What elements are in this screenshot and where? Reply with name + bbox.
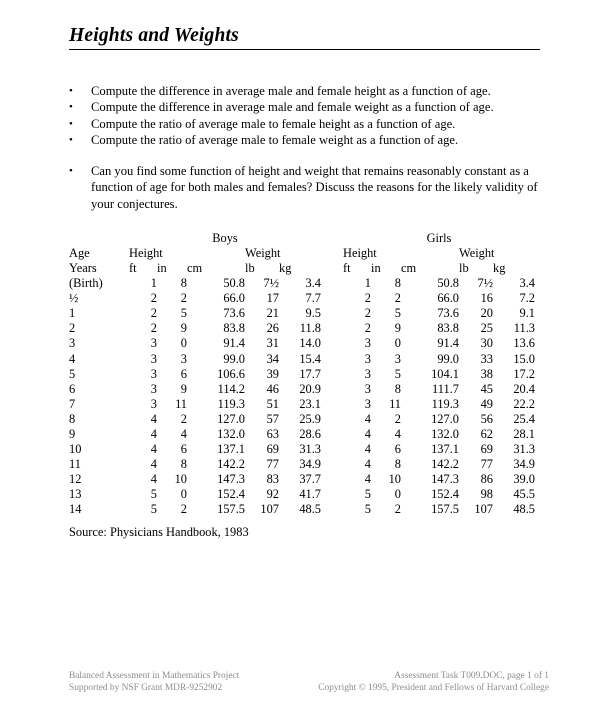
cell-girls-cm: 99.0 (437, 351, 459, 366)
cell-boys-cm: 119.3 (217, 396, 245, 411)
cell-boys-lb: 31 (266, 336, 279, 351)
cell-girls-kg: 22.2 (513, 396, 535, 411)
cell-girls-lb: 25 (480, 321, 493, 336)
cell-girls-kg: 20.4 (513, 381, 535, 396)
cell-boys-lb: 21 (266, 306, 279, 321)
spacer-cell (321, 306, 343, 321)
cell-boys-lb: 83 (266, 471, 279, 486)
cell-girls-ft: 3 (364, 336, 371, 351)
spacer-cell (321, 276, 343, 291)
cell-age: 9 (69, 426, 76, 441)
cell-boys-ft: 4 (150, 411, 157, 426)
cell-girls-cm: 119.3 (431, 396, 459, 411)
cell-boys-ft: 2 (150, 321, 157, 336)
cell-girls-lb: 45 (480, 381, 493, 396)
table-unit-header-row (69, 261, 535, 276)
cell-boys-lb: 46 (266, 381, 279, 396)
cell-girls-cm: 157.5 (431, 501, 459, 516)
spacer-cell (321, 246, 343, 261)
spacer-cell (321, 487, 343, 502)
cell-boys-cm: 152.4 (217, 486, 245, 501)
spacer-cell (321, 397, 343, 412)
cell-girls-kg: 45.5 (513, 486, 535, 501)
table-group-header-row (69, 231, 535, 246)
cell-girls-in: 8 (394, 456, 401, 471)
cell-girls-ft: 3 (364, 366, 371, 381)
cell-boys-ft: 4 (150, 426, 157, 441)
cell-girls-lb: 7½ (477, 276, 493, 291)
cell-girls-kg: 48.5 (513, 501, 535, 516)
unit-boys-in: in (157, 261, 167, 276)
cell-boys-kg: 23.1 (299, 396, 321, 411)
cell-boys-cm: 137.1 (217, 441, 245, 456)
spacer-cell (321, 321, 343, 336)
table-row (69, 382, 535, 397)
cell-girls-in: 5 (394, 366, 401, 381)
table-row (69, 412, 535, 427)
unit-boys-kg: kg (279, 261, 292, 276)
cell-girls-ft: 2 (364, 291, 371, 306)
spacer-cell (321, 427, 343, 442)
cell-boys-in: 9 (180, 381, 187, 396)
footer-copyright-line: Copyright © 1995, President and Fellows of Harvard College (318, 682, 549, 693)
cell-boys-in: 5 (180, 306, 187, 321)
unit-girls-cm: cm (401, 261, 417, 276)
cell-age: 6 (69, 381, 76, 396)
cell-boys-cm: 114.2 (217, 381, 245, 396)
cell-girls-kg: 7.2 (519, 291, 535, 306)
cell-boys-kg: 25.9 (299, 411, 321, 426)
cell-girls-lb: 107 (474, 501, 493, 516)
table-row (69, 306, 535, 321)
footer-project-line: Balanced Assessment in Mathematics Project (69, 671, 240, 681)
cell-boys-in: 10 (174, 471, 187, 486)
cell-boys-kg: 17.7 (299, 366, 321, 381)
cell-girls-ft: 1 (364, 276, 371, 291)
cell-boys-in: 2 (180, 291, 187, 306)
cell-girls-kg: 3.4 (519, 276, 535, 291)
cell-boys-lb: 7½ (263, 276, 279, 291)
table-section-header-row (69, 246, 535, 261)
cell-boys-kg: 31.3 (299, 441, 321, 456)
spacer-cell (321, 472, 343, 487)
heights-weights-table (69, 231, 549, 517)
footer-left (69, 671, 239, 694)
table-row (69, 427, 535, 442)
cell-girls-kg: 31.3 (513, 441, 535, 456)
bullet-icon: • (69, 164, 73, 177)
cell-boys-cm: 99.0 (223, 351, 245, 366)
table-row (69, 397, 535, 412)
cell-girls-ft: 5 (364, 501, 371, 516)
table-row (69, 472, 535, 487)
cell-girls-cm: 83.8 (437, 321, 459, 336)
cell-boys-kg: 34.9 (299, 456, 321, 471)
cell-boys-lb: 77 (266, 456, 279, 471)
cell-girls-in: 8 (394, 276, 401, 291)
cell-boys-ft: 3 (150, 396, 157, 411)
cell-boys-lb: 92 (266, 486, 279, 501)
list-item-label: Compute the difference in average male and female weight as a function of age. (91, 100, 494, 115)
title-divider (69, 49, 540, 50)
cell-boys-ft: 3 (150, 336, 157, 351)
cell-boys-kg: 48.5 (299, 501, 321, 516)
cell-girls-ft: 4 (364, 426, 371, 441)
cell-girls-kg: 25.4 (513, 411, 535, 426)
question-text: Can you find some function of height and weight that remains reasonably constant as a function of age for both males and females? Discuss the reasons for the likely validity of your conjectures. (91, 163, 538, 211)
cell-age: 7 (69, 396, 76, 411)
cell-boys-cm: 147.3 (217, 471, 245, 486)
cell-girls-lb: 30 (480, 336, 493, 351)
cell-boys-kg: 3.4 (305, 276, 321, 291)
header-age: Age (69, 246, 90, 261)
cell-girls-cm: 50.8 (437, 276, 459, 291)
table-row (69, 321, 535, 336)
cell-boys-lb: 17 (266, 291, 279, 306)
table-header-group (69, 231, 535, 276)
cell-boys-ft: 4 (150, 456, 157, 471)
cell-boys-kg: 7.7 (305, 291, 321, 306)
cell-boys-cm: 132.0 (217, 426, 245, 441)
cell-girls-cm: 132.0 (431, 426, 459, 441)
list-item-label: Compute the difference in average male and female height as a function of age. (91, 84, 491, 98)
spacer-cell (321, 352, 343, 367)
cell-girls-in: 11 (389, 396, 401, 411)
cell-boys-kg: 20.9 (299, 381, 321, 396)
cell-boys-ft: 3 (150, 351, 157, 366)
cell-boys-ft: 4 (150, 441, 157, 456)
cell-girls-kg: 39.0 (513, 471, 535, 486)
unit-girls-ft: ft (343, 261, 351, 276)
cell-boys-lb: 107 (260, 501, 279, 516)
cell-girls-cm: 152.4 (431, 486, 459, 501)
cell-age: 4 (69, 351, 76, 366)
list-item-question (69, 163, 547, 213)
cell-age: 1 (69, 306, 76, 321)
cell-boys-cm: 83.8 (223, 321, 245, 336)
cell-girls-ft: 3 (364, 381, 371, 396)
cell-girls-ft: 3 (364, 396, 371, 411)
cell-girls-in: 9 (394, 321, 401, 336)
cell-boys-in: 4 (180, 426, 187, 441)
bullet-icon: • (69, 85, 73, 97)
cell-girls-lb: 38 (480, 366, 493, 381)
cell-girls-kg: 34.9 (513, 456, 535, 471)
cell-boys-in: 2 (180, 411, 187, 426)
cell-boys-ft: 3 (150, 381, 157, 396)
cell-boys-lb: 39 (266, 366, 279, 381)
cell-boys-in: 2 (180, 501, 187, 516)
cell-girls-kg: 28.1 (513, 426, 535, 441)
cell-boys-cm: 66.0 (223, 291, 245, 306)
cell-boys-in: 8 (180, 276, 187, 291)
cell-boys-cm: 142.2 (217, 456, 245, 471)
cell-boys-in: 8 (180, 456, 187, 471)
cell-boys-ft: 5 (150, 486, 157, 501)
cell-boys-cm: 73.6 (223, 306, 245, 321)
list-item (69, 132, 547, 148)
cell-girls-kg: 13.6 (513, 336, 535, 351)
cell-girls-ft: 2 (364, 306, 371, 321)
cell-age: 3 (69, 336, 76, 351)
table-row (69, 367, 535, 382)
bullet-icon: • (69, 134, 73, 147)
cell-girls-kg: 11.3 (513, 321, 535, 336)
cell-girls-in: 10 (388, 471, 401, 486)
cell-girls-lb: 98 (480, 486, 493, 501)
cell-age: 12 (69, 471, 82, 486)
cell-girls-lb: 33 (480, 351, 493, 366)
cell-boys-kg: 11.8 (299, 321, 321, 336)
cell-age: 2 (69, 321, 76, 336)
cell-age: (Birth) (69, 276, 103, 291)
cell-boys-in: 0 (180, 486, 187, 501)
cell-girls-cm: 111.7 (432, 381, 459, 396)
cell-boys-lb: 34 (266, 351, 279, 366)
footer-task-line: Assessment Task T009.DOC, page 1 of 1 (394, 671, 549, 681)
cell-girls-lb: 16 (480, 291, 493, 306)
cell-girls-cm: 91.4 (437, 336, 459, 351)
list-item (69, 83, 547, 99)
unit-boys-ft: ft (129, 261, 137, 276)
cell-girls-kg: 9.1 (519, 306, 535, 321)
spacer-cell (321, 291, 343, 306)
cell-boys-lb: 63 (266, 426, 279, 441)
cell-boys-cm: 106.6 (217, 366, 245, 381)
cell-boys-kg: 15.4 (299, 351, 321, 366)
spacer-cell (321, 336, 343, 351)
cell-boys-cm: 127.0 (217, 411, 245, 426)
unit-girls-in: in (371, 261, 381, 276)
unit-boys-lb: lb (245, 261, 255, 276)
cell-girls-lb: 56 (480, 411, 493, 426)
table-row (69, 276, 535, 291)
unit-girls-kg: kg (493, 261, 506, 276)
cell-girls-ft: 3 (364, 351, 371, 366)
cell-boys-ft: 1 (150, 276, 157, 291)
cell-girls-in: 6 (394, 441, 401, 456)
unit-age-years: Years (69, 261, 97, 276)
cell-age: 14 (69, 501, 82, 516)
cell-girls-lb: 86 (480, 471, 493, 486)
footer-grant-line: Supported by NSF Grant MDR-9252902 (69, 682, 223, 693)
cell-girls-lb: 62 (480, 426, 493, 441)
cell-boys-lb: 51 (266, 396, 279, 411)
cell-girls-lb: 20 (480, 306, 493, 321)
table-row (69, 487, 535, 502)
cell-girls-cm: 137.1 (431, 441, 459, 456)
cell-girls-in: 2 (394, 501, 401, 516)
cell-girls-in: 2 (394, 291, 401, 306)
cell-girls-cm: 104.1 (431, 366, 459, 381)
cell-boys-lb: 57 (266, 411, 279, 426)
cell-boys-ft: 4 (150, 471, 157, 486)
list-item (69, 116, 547, 132)
source-note: Source: Physicians Handbook, 1983 (69, 525, 249, 539)
table-row (69, 291, 535, 306)
cell-age: 13 (69, 486, 82, 501)
spacer-cell (321, 382, 343, 397)
spacer-cell (321, 367, 343, 382)
bullet-icon: • (69, 117, 73, 130)
cell-boys-cm: 50.8 (223, 276, 245, 291)
cell-boys-ft: 2 (150, 306, 157, 321)
cell-boys-ft: 3 (150, 366, 157, 381)
cell-girls-cm: 127.0 (431, 411, 459, 426)
cell-girls-ft: 4 (364, 456, 371, 471)
cell-boys-in: 9 (180, 321, 187, 336)
cell-girls-in: 0 (394, 336, 401, 351)
cell-girls-ft: 2 (364, 321, 371, 336)
footer-right (318, 671, 549, 694)
list-item (69, 99, 547, 115)
cell-girls-in: 0 (394, 486, 401, 501)
cell-girls-kg: 15.0 (513, 351, 535, 366)
cell-boys-ft: 5 (150, 501, 157, 516)
spacer-cell (321, 261, 343, 276)
cell-boys-lb: 26 (266, 321, 279, 336)
table-row (69, 442, 535, 457)
cell-girls-lb: 69 (480, 441, 493, 456)
page-footer (69, 671, 549, 694)
group-header-girls: Girls (426, 231, 452, 245)
cell-boys-kg: 37.7 (299, 471, 321, 486)
cell-boys-cm: 157.5 (217, 501, 245, 516)
cell-boys-cm: 91.4 (223, 336, 245, 351)
cell-age: ½ (69, 291, 79, 306)
unit-girls-lb: lb (459, 261, 469, 276)
table-row (69, 457, 535, 472)
cell-girls-ft: 4 (364, 441, 371, 456)
cell-girls-ft: 5 (364, 486, 371, 501)
table-body (69, 276, 535, 517)
spacer-cell (321, 412, 343, 427)
cell-boys-kg: 28.6 (299, 426, 321, 441)
cell-age: 5 (69, 366, 76, 381)
group-header-boys: Boys (212, 231, 238, 245)
cell-age: 10 (69, 441, 82, 456)
cell-boys-in: 6 (180, 366, 187, 381)
table-row (69, 336, 535, 351)
task-bullet-list (69, 83, 547, 212)
cell-girls-kg: 17.2 (513, 366, 535, 381)
cell-girls-lb: 49 (480, 396, 493, 411)
header-boys-height: Height (129, 246, 163, 261)
cell-boys-ft: 2 (150, 291, 157, 306)
cell-girls-in: 5 (394, 306, 401, 321)
cell-girls-in: 2 (394, 411, 401, 426)
cell-girls-cm: 142.2 (431, 456, 459, 471)
page-title: Heights and Weights (69, 25, 239, 46)
cell-girls-in: 3 (394, 351, 401, 366)
spacer-cell (321, 442, 343, 457)
bullet-icon: • (69, 101, 73, 114)
spacer-cell (321, 502, 343, 517)
title-block (69, 24, 540, 50)
table-row (69, 502, 535, 517)
cell-girls-lb: 77 (480, 456, 493, 471)
cell-boys-in: 3 (180, 351, 187, 366)
cell-girls-cm: 147.3 (431, 471, 459, 486)
cell-girls-ft: 4 (364, 471, 371, 486)
cell-boys-in: 0 (180, 336, 187, 351)
cell-boys-kg: 41.7 (299, 486, 321, 501)
spacer-cell (321, 457, 343, 472)
cell-boys-kg: 14.0 (299, 336, 321, 351)
header-girls-height: Height (343, 246, 377, 261)
cell-girls-ft: 4 (364, 411, 371, 426)
cell-girls-in: 8 (394, 381, 401, 396)
header-girls-weight: Weight (459, 246, 495, 261)
spacer-cell (69, 231, 129, 246)
spacer-cell (321, 231, 343, 246)
cell-age: 11 (69, 456, 81, 471)
unit-boys-cm: cm (187, 261, 203, 276)
header-boys-weight: Weight (245, 246, 281, 261)
cell-boys-in: 6 (180, 441, 187, 456)
list-item-label: Compute the ratio of average male to female height as a function of age. (91, 116, 456, 131)
cell-girls-cm: 66.0 (437, 291, 459, 306)
cell-girls-cm: 73.6 (437, 306, 459, 321)
cell-boys-in: 11 (175, 396, 187, 411)
cell-boys-kg: 9.5 (305, 306, 321, 321)
cell-girls-in: 4 (394, 426, 401, 441)
cell-boys-lb: 69 (266, 441, 279, 456)
list-item-label: Compute the ratio of average male to female weight as a function of age. (91, 133, 459, 148)
cell-age: 8 (69, 411, 76, 426)
table-row (69, 352, 535, 367)
